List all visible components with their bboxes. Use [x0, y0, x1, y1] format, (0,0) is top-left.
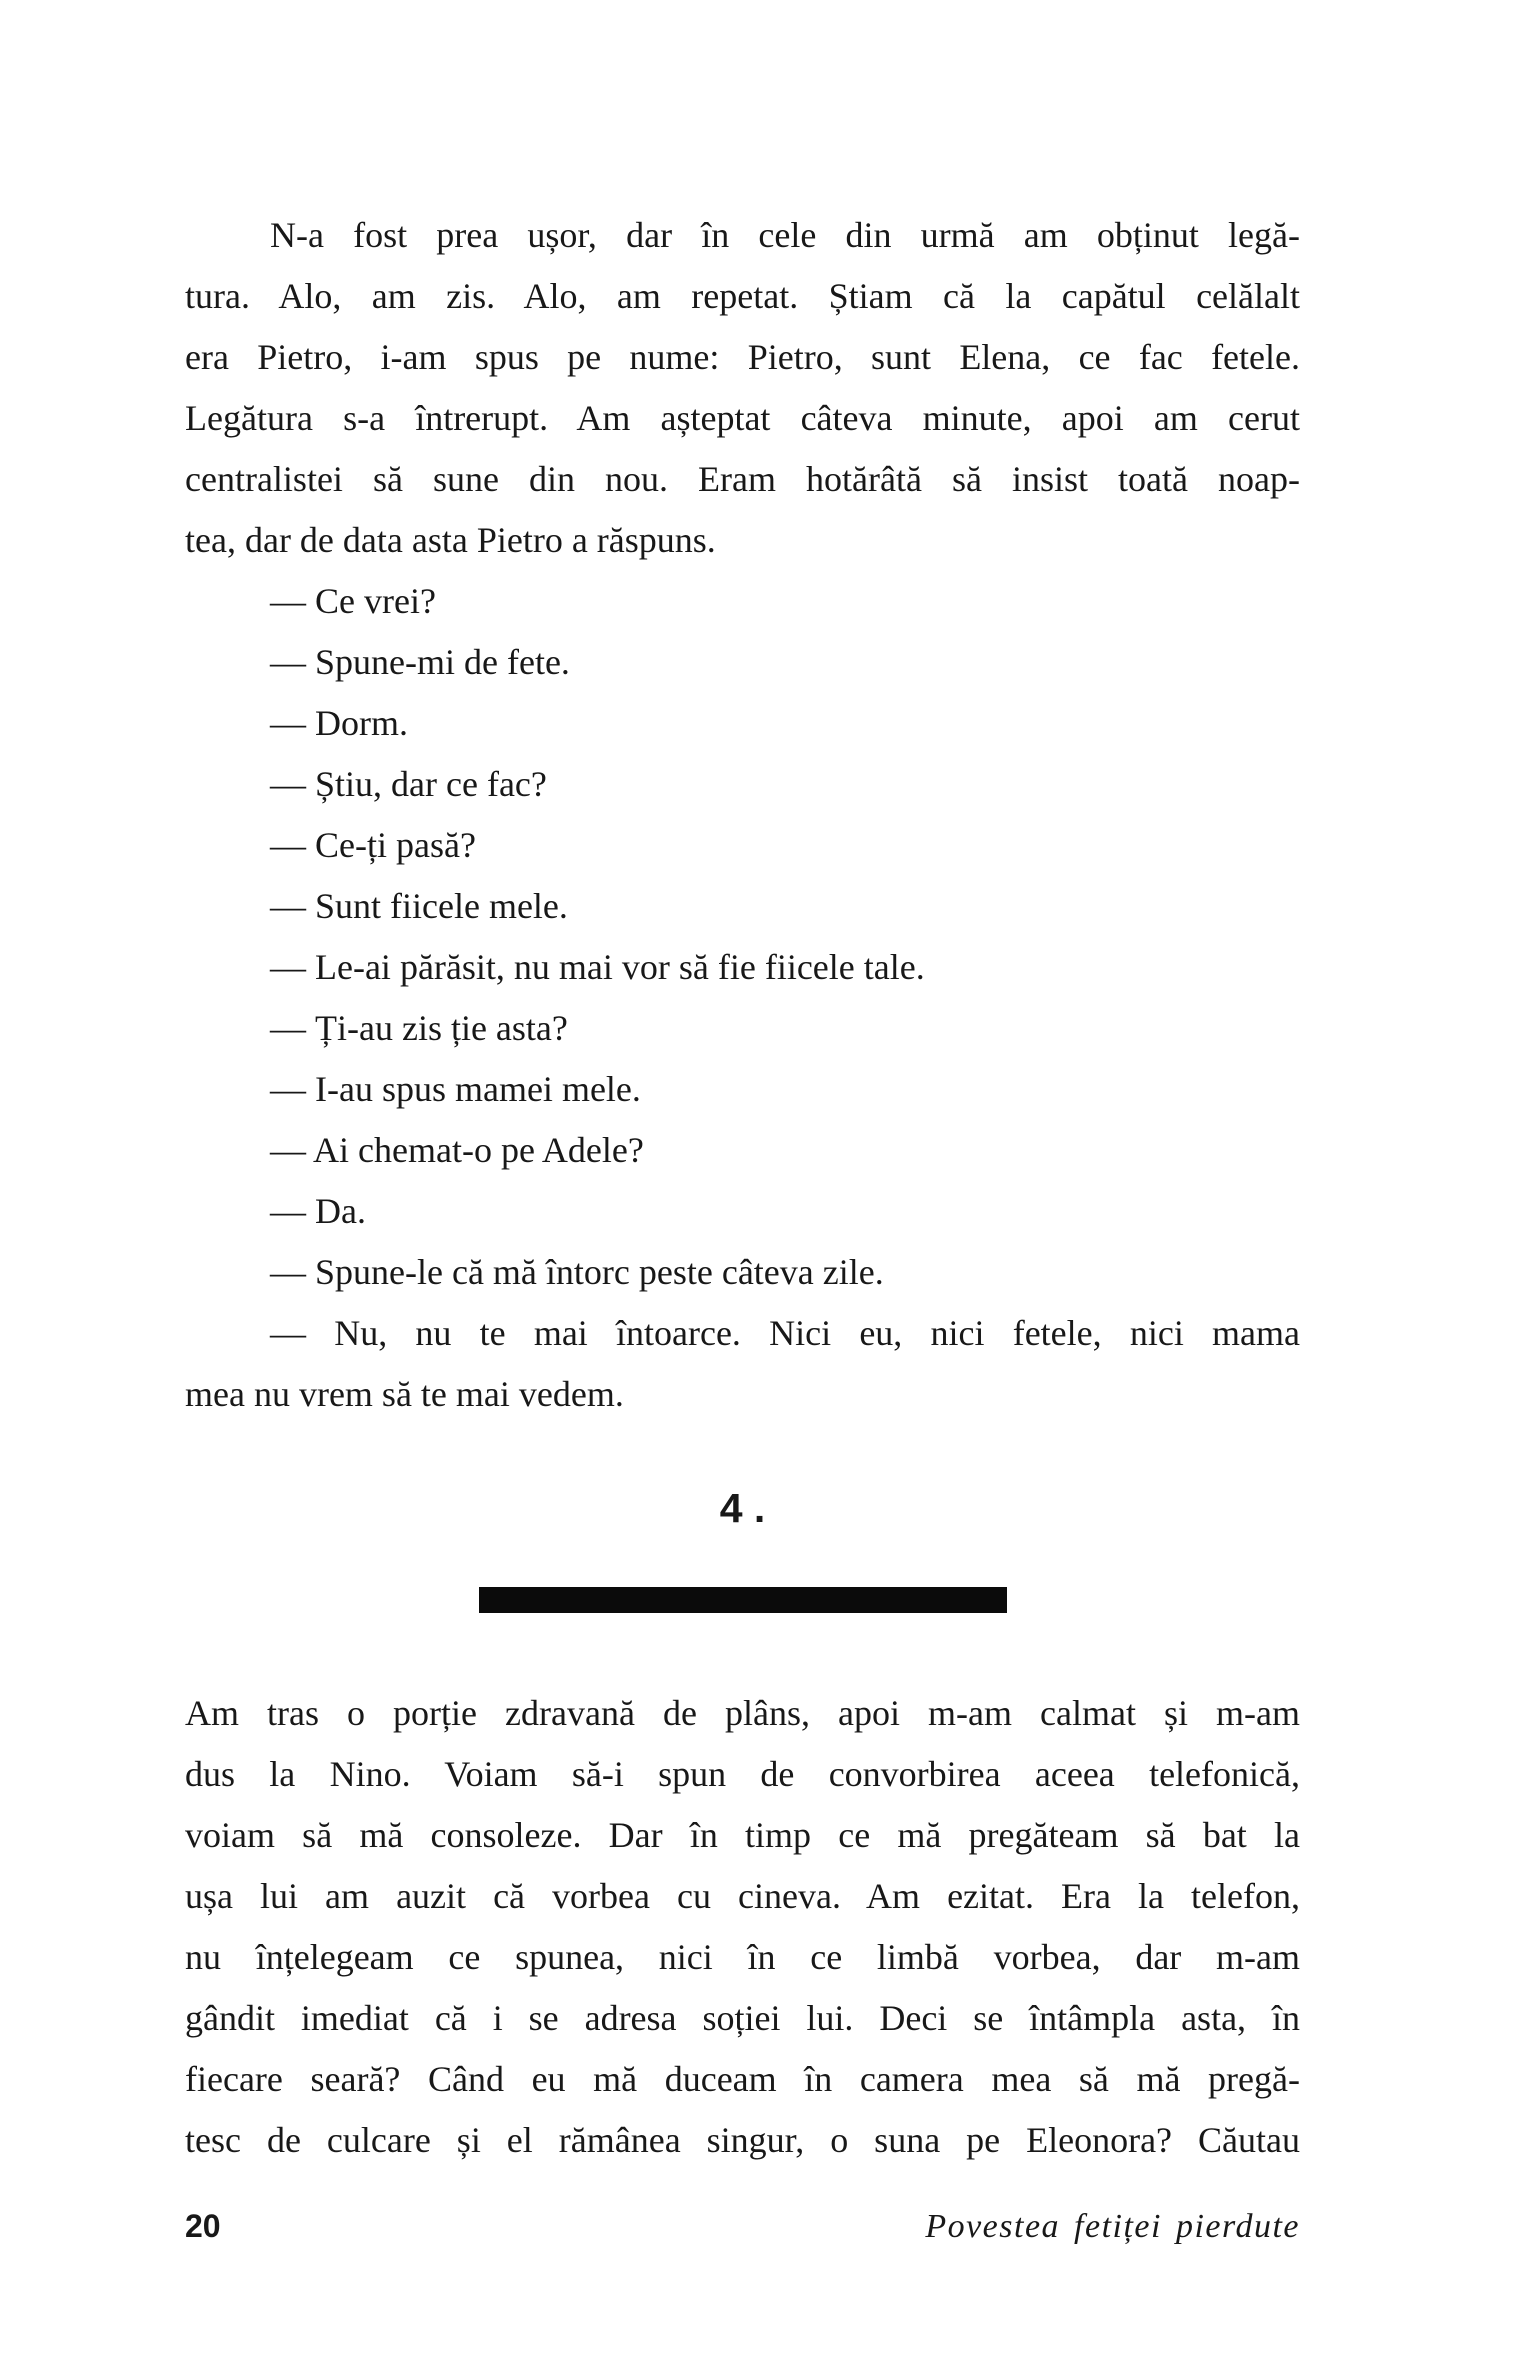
- dialogue-line: — Spune-mi de fete.: [270, 642, 570, 682]
- text-line: Am tras o porție zdravană de plâns, apoi m-am calmat și m-am: [185, 1693, 1300, 1733]
- page-number: 20: [185, 2208, 221, 2244]
- dialogue-line: — Ți-au zis ție asta?: [270, 1008, 568, 1048]
- dialogue-line: — Sunt fiicele mele.: [270, 886, 568, 926]
- opening-paragraph: [185, 205, 1300, 571]
- running-title: Povestea fetiței pierdute: [925, 2208, 1300, 2245]
- text-line: tea, dar de data asta Pietro a răspuns.: [185, 520, 716, 560]
- text-line: centralistei să sune din nou. Eram hotărâtă să insist toată noap-: [185, 459, 1300, 499]
- text-line: nu înțelegeam ce spunea, nici în ce limbă vorbea, dar m-am: [185, 1937, 1300, 1977]
- text-line: era Pietro, i-am spus pe nume: Pietro, sunt Elena, ce fac fetele.: [185, 337, 1300, 377]
- dialogue-block: [185, 571, 1300, 1425]
- text-line: tura. Alo, am zis. Alo, am repetat. Știam că la capătul celălalt: [185, 276, 1300, 316]
- text-line: dus la Nino. Voiam să-i spun de convorbirea aceea telefonică,: [185, 1754, 1300, 1794]
- dialogue-line: — Dorm.: [270, 703, 408, 743]
- dialogue-line: — Da.: [270, 1191, 366, 1231]
- section-divider-bar: [479, 1587, 1007, 1613]
- page-body: [185, 205, 1300, 2171]
- text-line: N-a fost prea ușor, dar în cele din urmă am obținut legă-: [270, 215, 1300, 255]
- dialogue-line: — Le-ai părăsit, nu mai vor să fie fiicele tale.: [270, 947, 925, 987]
- dialogue-line: — Ce vrei?: [270, 581, 436, 621]
- text-line: ușa lui am auzit că vorbea cu cineva. Am ezitat. Era la telefon,: [185, 1876, 1300, 1916]
- dialogue-line: — Nu, nu te mai întoarce. Nici eu, nici fetele, nici mama: [270, 1313, 1300, 1353]
- dialogue-line: — Ai chemat-o pe Adele?: [270, 1130, 644, 1170]
- text-line: voiam să mă consoleze. Dar în timp ce mă pregăteam să bat la: [185, 1815, 1300, 1855]
- dialogue-line-continuation: mea nu vrem să te mai vedem.: [185, 1374, 624, 1414]
- text-line: gândit imediat că i se adresa soției lui. Deci se întâmpla asta, în: [185, 1998, 1300, 2038]
- section-heading: 4 .: [719, 1485, 766, 1531]
- text-line: tesc de culcare și el rămânea singur, o suna pe Eleonora? Căutau: [185, 2120, 1300, 2160]
- body-paragraph: [185, 1683, 1300, 2171]
- text-line: fiecare seară? Când eu mă duceam în camera mea să mă pregă-: [185, 2059, 1300, 2099]
- dialogue-line: — I-au spus mamei mele.: [270, 1069, 641, 1109]
- text-line: Legătura s-a întrerupt. Am așteptat câteva minute, apoi am cerut: [185, 398, 1300, 438]
- dialogue-line: — Spune-le că mă întorc peste câteva zile.: [270, 1252, 884, 1292]
- page-footer: [185, 2208, 1300, 2246]
- dialogue-line: — Știu, dar ce fac?: [270, 764, 547, 804]
- dialogue-line: — Ce-ți pasă?: [270, 825, 476, 865]
